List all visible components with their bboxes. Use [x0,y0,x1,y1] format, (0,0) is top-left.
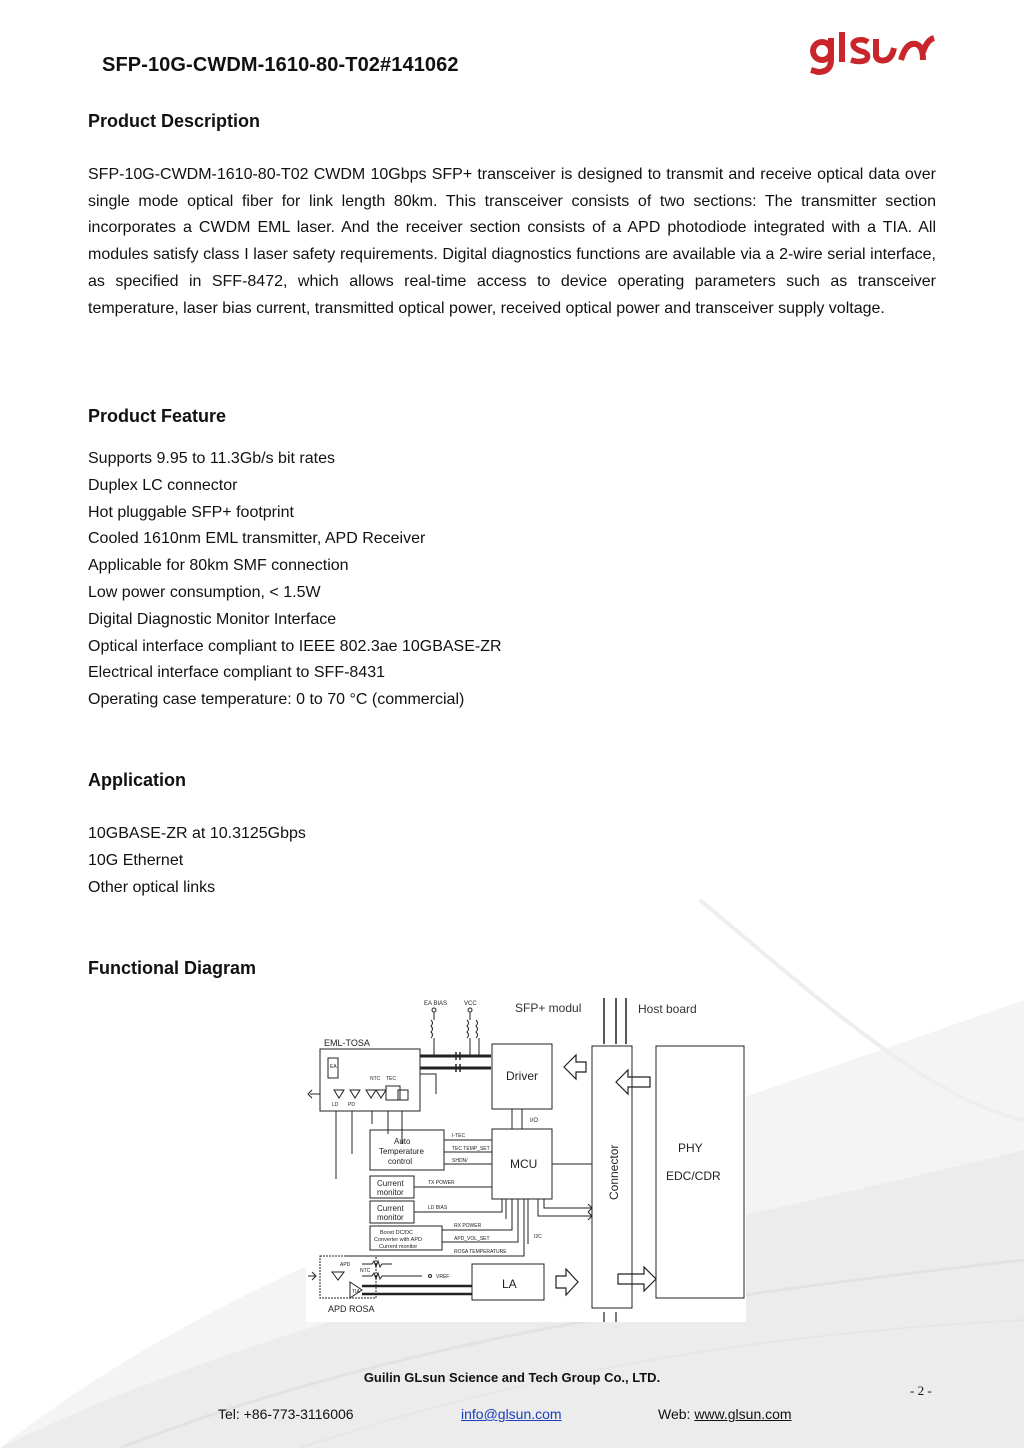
shdn-label: SHDN/ [452,1158,468,1164]
ld-bias-label: LD BIAS [428,1205,448,1211]
ld-label: LD [332,1102,339,1108]
mcu-block: MCU [510,1157,538,1171]
functional-diagram-heading: Functional Diagram [88,958,257,978]
glsun-logo [806,30,936,78]
footer-web-label: Web: [658,1406,695,1422]
connector-block: Connector [607,1144,621,1200]
io-label: I/O [530,1118,539,1124]
footer-company: Guilin GLsun Science and Tech Group Co., LTD. [363,1370,661,1385]
ea-label: EA [330,1064,337,1070]
list-item: Duplex LC connector [88,476,238,494]
apd-rosa-label: APD ROSA [328,1304,375,1314]
boost-label-2: Converter with APD [374,1237,422,1243]
vcc-label: VCC [464,1001,477,1007]
feature-list [88,446,502,714]
product-feature-heading: Product Feature [88,406,227,426]
page-number: - 2 - [910,1383,932,1398]
list-item: Digital Diagnostic Monitor Interface [88,610,337,628]
list-item: Other optical links [88,878,216,896]
auto-temp-label-2: Temperature [379,1147,424,1156]
list-item: Electrical interface compliant to SFF-8431 [88,664,386,682]
current-monitor-1-label-a: Current [377,1179,404,1188]
apd-label: APD [340,1262,351,1268]
list-item: Low power consumption, < 1.5W [88,583,321,601]
auto-temp-label-3: control [388,1157,413,1166]
tec-label: TEC [386,1076,396,1082]
list-item: Optical interface compliant to IEEE 802.3ae 10GBASE-ZR [88,637,502,655]
list-item: Supports 9.95 to 11.3Gb/s bit rates [88,450,335,467]
boost-label-1: Boost DC/DC [380,1230,414,1236]
i-tec-label: I-TEC [452,1133,466,1139]
list-item: 10G Ethernet [88,851,184,869]
footer-email-link[interactable]: info@glsun.com [461,1406,562,1422]
product-description-heading: Product Description [88,111,261,131]
rx-power-label: RX POWER [454,1223,482,1229]
i2c-label: I2C [534,1234,542,1240]
sfp-module-label: SFP+ modul [515,1001,582,1015]
ea-bias-label: EA BIAS [424,1001,448,1007]
tec-temp-set-label: TEC TEMP_SET [452,1146,490,1152]
list-item: Hot pluggable SFP+ footprint [88,503,294,521]
apd-vol-set-label: APD_VOL_SET [454,1236,490,1242]
application-list [88,821,306,901]
document-title: SFP-10G-CWDM-1610-80-T02#141062 [102,54,459,76]
boost-label-3: Current monitor [379,1244,418,1250]
current-monitor-1-label-b: monitor [377,1188,404,1197]
functional-block-diagram [306,994,746,1322]
product-description-text: SFP-10G-CWDM-1610-80-T02 CWDM 10Gbps SFP+ transceiver is designed to transmit and receive optical data over single mode optical fiber for link length 80km. This transceiver consists of two sections: The transmitter section incorporates a CWDM EML laser. And the receiver section consists of a APD photodiode integrated with a TIA. All modules satisfy class I laser safety requirements. Digital diagnostics functions are available via a 2-wire serial interface, as specified in SFF-8472, which allows real-time access to device operating parameters such as transceiver temperature, laser bias current, transmitted optical power, received optical power and transceiver supply voltage. [88,166,936,317]
ntc2-label: NTC [360,1268,371,1274]
vref-label: VREF [436,1274,450,1280]
la-block: LA [502,1277,517,1291]
auto-temp-label-1: Auto [394,1137,411,1146]
tia-label: TIA [352,1289,360,1295]
edc-cdr-label: EDC/CDR [666,1169,721,1183]
footer-email-wrap [461,1406,562,1422]
list-item: 10GBASE-ZR at 10.3125Gbps [88,825,306,842]
list-item: Cooled 1610nm EML transmitter, APD Receiver [88,530,426,548]
driver-block: Driver [506,1069,538,1083]
current-monitor-2-label-b: monitor [377,1213,404,1222]
current-monitor-2-label-a: Current [377,1204,404,1213]
footer-web-wrap [658,1406,792,1422]
phy-block: PHY [678,1141,703,1155]
footer-web-link[interactable]: www.glsun.com [694,1406,792,1422]
ntc-label: NTC [370,1076,381,1082]
list-item: Operating case temperature: 0 to 70 °C (commercial) [88,691,465,709]
tx-power-label: TX POWER [428,1180,455,1186]
list-item: Applicable for 80km SMF connection [88,557,349,575]
pd-label: PD [348,1102,355,1108]
footer-tel: Tel: +86-773-3116006 [218,1406,354,1422]
host-board-label: Host board [638,1002,697,1016]
rosa-temperature-label: ROSA TEMPERATURE [454,1249,507,1255]
application-heading: Application [88,770,186,790]
eml-tosa-label: EML-TOSA [324,1038,370,1048]
